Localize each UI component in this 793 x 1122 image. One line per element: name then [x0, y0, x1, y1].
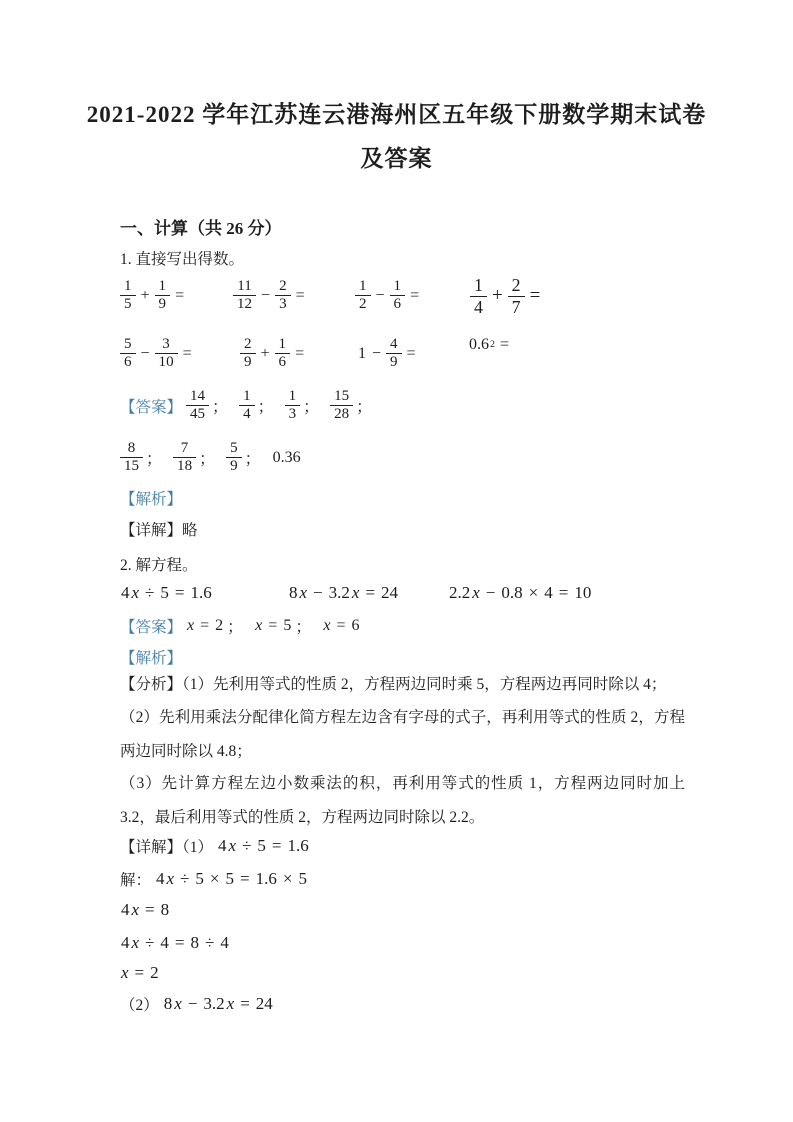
q2-equation-2: 8 x − 3.2 x = 24	[289, 583, 399, 602]
detail-step-math: 4 x = 8	[121, 900, 170, 919]
q2-analysis-p1: 【分析】（1）先利用等式的性质 2，方程两边同时乘 5，方程两边再同时除以 4；	[120, 676, 667, 693]
q1-expr-8: 0.6 2 =	[469, 336, 509, 353]
detail-step-math: 8 x − 3.2 x = 24	[163, 994, 273, 1013]
detail-step-label: （2）	[120, 997, 159, 1014]
q2-detail-step-3	[120, 900, 170, 920]
q1-expr-3: $\frac{1}{2}$ − $\frac{1}{6}$ =	[355, 278, 424, 314]
q2-detail-step-2	[120, 868, 308, 890]
q1-expr-5: $\frac{5}{6}$ − $\frac{3}{10}$ =	[120, 336, 197, 372]
section-heading: 一、计算（共 26 分）	[120, 219, 282, 238]
answer-label: 【答案】	[120, 618, 183, 636]
detail-step-math: x = 2	[121, 963, 159, 982]
q2-detail-step-6	[120, 993, 274, 1015]
page-title-line1: 2021-2022 学年江苏连云港海州区五年级下册数学期末试卷	[86, 102, 707, 127]
q1-answer-math-1: $\frac{14}{45}$ ； $\frac{1}{4}$ ； $\frac{1}{3}$ ； $\frac{15}{28}$ ；	[186, 388, 383, 424]
q1-expr-7: 1 − $\frac{4}{9}$ =	[358, 336, 416, 371]
q2-answer-math: x = 2 ； x = 5 ； x = 6	[187, 616, 360, 636]
detail-step-math: 4 x ÷ 5 × 5 = 1.6 × 5	[156, 869, 307, 888]
q2-answer-line	[120, 614, 360, 637]
q1-expr-1: $\frac{1}{5}$ + $\frac{1}{9}$ =	[120, 278, 189, 314]
q1-answer-math-2: $\frac{8}{15}$ ； $\frac{7}{18}$ ； $\frac{5}{9}$ ； 0.36	[120, 440, 302, 476]
question-1-label: 1. 直接写出得数。	[120, 251, 245, 268]
q1-expression-row-2	[120, 336, 740, 392]
detail-step-math: 4 x ÷ 4 = 8 ÷ 4	[121, 933, 229, 952]
q1-answer-line-2	[120, 440, 302, 476]
q2-detail-step-1	[120, 835, 310, 857]
q1-expression-row-1	[120, 275, 740, 334]
q1-expr-4: $\frac{1}{4}$ + $\frac{2}{7}$ =	[470, 275, 545, 317]
q2-equation-3: 2.2 x − 0.8 × 4 = 10	[449, 583, 592, 602]
detail-step-label: 【详解】（1）	[120, 839, 214, 856]
question-2-label: 2. 解方程。	[120, 557, 198, 574]
q1-detail-text: 【详解】略	[120, 522, 198, 539]
q2-analysis-p3: （3）先计算方程左边小数乘法的积，再利用等式的性质 1，方程两边同时加上 3.2，最后利用等式的性质 2，方程两边同时除以 2.2。	[120, 775, 685, 826]
q2-equation-1: 4 x ÷ 5 = 1.6	[121, 583, 212, 602]
q1-expr-2: $\frac{11}{12}$ − $\frac{2}{3}$ =	[233, 278, 310, 314]
page-title-line2: 及答案	[360, 146, 433, 171]
q2-equation-row	[120, 583, 740, 609]
q2-analysis-label: 【解析】	[120, 650, 183, 667]
q2-detail-step-4	[120, 933, 230, 953]
q1-analysis-label: 【解析】	[120, 491, 183, 508]
q2-analysis-p2: （2）先利用乘法分配律化简方程左边含有字母的式子，再利用等式的性质 2，方程两边同时除以 4.8；	[120, 709, 685, 760]
detail-step-label: 解：	[120, 872, 152, 889]
q1-expr-6: $\frac{2}{9}$ + $\frac{1}{6}$ =	[240, 336, 309, 372]
q2-detail-step-5	[120, 963, 160, 983]
answer-label: 【答案】	[120, 398, 183, 416]
q1-answer-line-1	[120, 388, 383, 424]
detail-step-math: 4 x ÷ 5 = 1.6	[218, 836, 309, 855]
